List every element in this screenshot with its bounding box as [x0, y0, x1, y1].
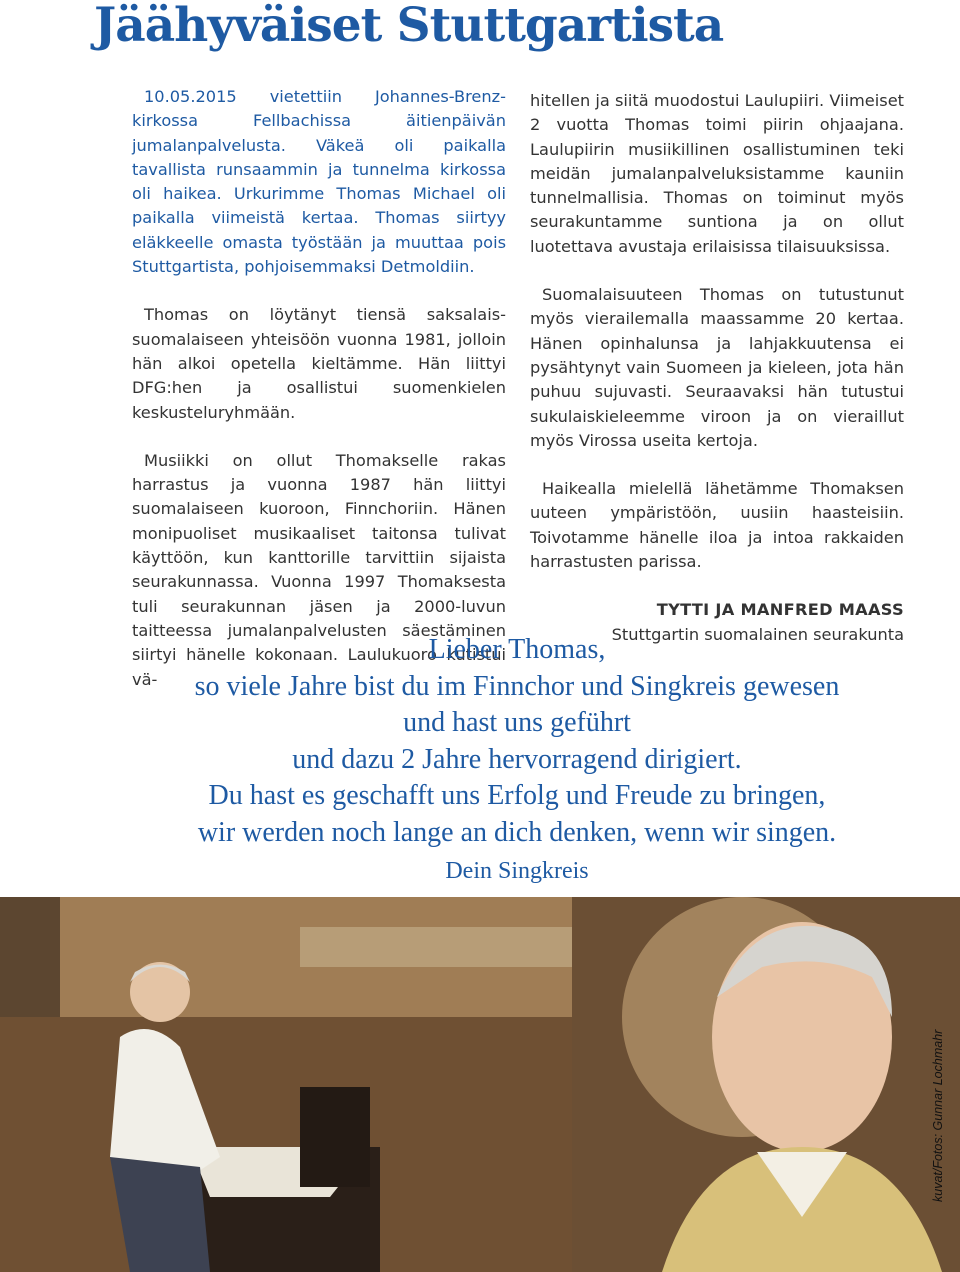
article-title: Jäähyväiset Stuttgartista [94, 0, 724, 53]
piano-scene-illustration [0, 897, 630, 1272]
body-paragraph: Thomas on löytänyt tiensä saksalais-suomalaiseen yhteisöön vuonna 1981, jolloin hän alkoi opetella kieltämme. Hän liittyi DFG:hen ja osallistui suomenkielen keskusteluryhmään. [132, 305, 506, 422]
paragraph-gap [530, 259, 904, 283]
photo-portrait-thomas [572, 897, 960, 1272]
body-paragraph: Haikealla mielellä lähetämme Thomaksen uuteen ympäristöön, uusiin haasteisiin. Toivotamme hänelle iloa ja intoa rakkaiden harrastusten parissa. [530, 479, 904, 572]
poem-line: Lieber Thomas, [428, 634, 606, 665]
paragraph-gap [132, 279, 506, 303]
signature-organization: Stuttgartin suomalainen seurakunta [611, 624, 904, 644]
signature-name: TYTTI JA MANFRED MAASS [656, 600, 904, 620]
photo-organist-at-piano [0, 897, 630, 1272]
paragraph-gap [132, 425, 506, 449]
lead-paragraph: 10.05.2015 vietettiin Johannes-Brenz-kirkossa Fellbachissa äitienpäivän jumalanpalvelusta. Väkeä oli paikalla tavallista runsaammin ja tunnelma kirkossa oli haikea. Urkurimme Thomas Michael oli paikalla viimeistä kertaa. Thomas siirtyy eläkkeelle omasta työstään ja muuttaa pois Stuttgartista, pohjoisemmaksi Detmoldiin. [132, 87, 506, 277]
right-column [530, 89, 904, 647]
left-column [132, 85, 506, 692]
body-paragraph: Musiikki on ollut Thomakselle rakas harrastus ja vuonna 1987 hän liittyi suomalaiseen kuoroon, Finnchoriin. Hänen monipuoliset musikaaliset taitonsa tulivat käyttöön, kun kanttorille tarvittiin sijaista seurakunnassa. Vuonna 1997 Thomaksesta tuli seurakunnan jäsen ja 2000-luvun taitteessa jumalanpalvelusten säestäminen siirtyi hänelle kokonaan. Laulukuoro kutistui vä- [132, 450, 506, 689]
portrait-illustration [572, 897, 960, 1272]
body-paragraph: hitellen ja siitä muodostui Laulupiiri. Viimeiset 2 vuotta Thomas toimi piirin ohjaajana. Laulupiirin musiikillinen osallistuminen teki meidän jumalanpalveluksistamme kauniin tunnelmallisia. Thomas on toiminut myös seurakuntamme suntiona ja on ollut luotettava avustaja erilaisissa tilaisuuksissa. [530, 91, 904, 256]
photo-credit: kuvat/Fotos: Gunnar Lochmahr [931, 1029, 945, 1202]
poem-line: so viele Jahre bist du im Finnchor und Singkreis gewesen [194, 670, 840, 702]
poem-line: und dazu 2 Jahre hervorragend dirigiert. [292, 743, 742, 775]
poem-line: wir werden noch lange an dich denken, wenn wir singen. [197, 816, 837, 848]
body-paragraph: Suomalaisuuteen Thomas on tutustunut myös vierailemalla maassamme 20 kertaa. Hänen opinhalunsa ja lahjakkuutensa ei pysähtynyt vain Suomeen ja kieleen, jota hän puhuu sujuvasti. Seuraavaksi hän tutustui sukulaiskieleemme viroon ja on vieraillut myös Virossa useita kertoja. [530, 285, 904, 450]
poem-signature: Dein Singkreis [445, 858, 589, 884]
farewell-poem [120, 632, 914, 889]
paragraph-gap [530, 453, 904, 477]
poem-line: und hast uns geführt [403, 707, 631, 738]
poem-line: Du hast es geschafft uns Erfolg und Freude zu bringen, [208, 780, 826, 811]
